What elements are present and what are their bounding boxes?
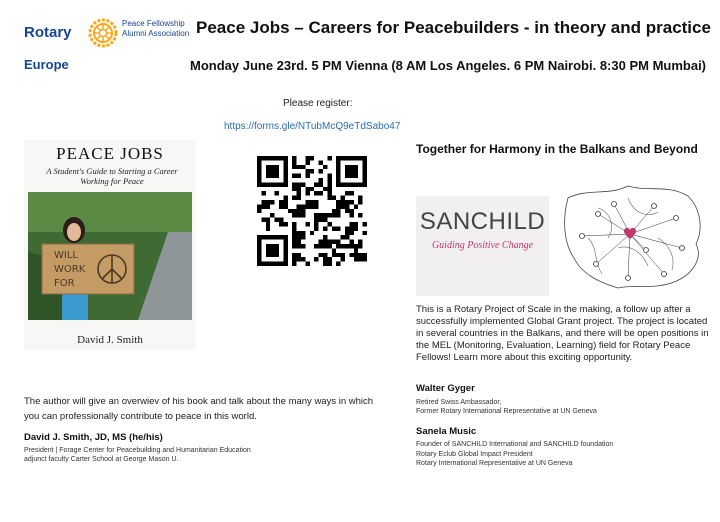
region-label: Europe <box>24 57 69 72</box>
section-heading: Together for Harmony in the Balkans and Beyond <box>416 142 698 156</box>
heart-icon <box>624 228 636 239</box>
speaker-title-line: Former Rotary International Representative at UN Geneva <box>416 408 597 415</box>
logo-subtitle-line1: Peace Fellowship <box>122 19 185 28</box>
book-photo <box>28 192 192 320</box>
rotary-logo <box>22 16 190 52</box>
balkans-map-illustration <box>558 178 708 293</box>
project-description: This is a Rotary Project of Scale in the making, a follow up after a successfully implemented Global Grant project. The project is located in several countries in the Balkans, and there will be open positions in the MEL (Monitoring, Evaluation, Learning) field for Rotary Peace Fellows! Learn more about this exciting opportunity. <box>416 304 709 363</box>
sign-text-line1: WILL <box>54 250 78 261</box>
logo-subtitle-line2: Alumni Association <box>122 29 190 38</box>
speaker-title-line: President | Forage Center for Peacebuilding and Humanitarian Education <box>24 447 251 454</box>
book-author: David J. Smith <box>77 334 143 346</box>
event-date: Monday June 23rd. 5 PM Vienna (8 AM Los Angeles. 6 PM Nairobi. 8:30 PM Mumbai) <box>190 58 707 73</box>
register-label: Please register: <box>283 98 353 109</box>
speaker-name-sanela: Sanela Music <box>416 426 477 437</box>
sanchild-tagline: Guiding Positive Change <box>431 240 534 251</box>
book-photo-illustration <box>28 192 192 320</box>
registration-link[interactable]: https://forms.gle/NTubMcQ9eTdSabo47 <box>224 121 401 132</box>
speaker-name-david: David J. Smith, JD, MS (he/his) <box>24 432 163 443</box>
sign-text-line3: FOR <box>54 278 75 289</box>
rotary-wordmark: Rotary <box>24 24 72 41</box>
sanchild-name: SANCHILD <box>419 208 546 235</box>
author-intro: The author will give an overwiev of his book and talk about the many ways in which you can professionally contribute to peace in this world. <box>24 396 374 422</box>
logo-subtitle <box>122 19 202 39</box>
speaker-title-line: Retired Swiss Ambassador, <box>416 399 502 406</box>
book-title: PEACE JOBS <box>56 144 164 163</box>
speaker-title-line: Founder of SANCHILD International and SANCHILD foundation <box>416 441 614 448</box>
rotary-wheel-icon <box>88 18 118 48</box>
book-cover <box>24 140 196 350</box>
registration-qr-code[interactable] <box>257 156 367 266</box>
speaker-title-line: Rotary International Representative at UN Geneva <box>416 460 573 467</box>
sign-text-line2: WORK <box>54 264 86 275</box>
sanchild-logo <box>416 196 549 296</box>
speaker-name-walter: Walter Gyger <box>416 383 475 394</box>
page-title: Peace Jobs – Careers for Peacebuilders - in theory and practice <box>196 18 711 37</box>
book-subtitle: A Student's Guide to Starting a Career Working for Peace <box>46 166 178 186</box>
speaker-title-line: adjunct faculty Carter School at George Mason U. <box>24 456 179 463</box>
speaker-title-line: Rotary Eclub Global Impact President <box>416 451 533 458</box>
